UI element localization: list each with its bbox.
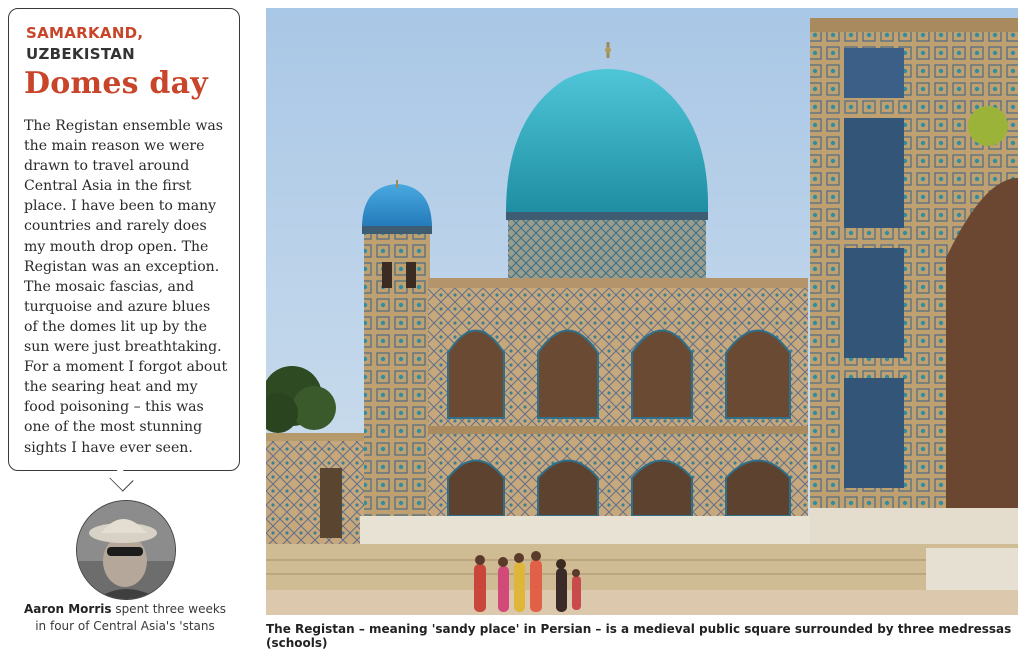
author-bio-1: spent three weeks bbox=[111, 602, 227, 616]
body-line: sights I have ever seen. bbox=[24, 439, 193, 456]
body-line: The mosaic fascias, and bbox=[24, 278, 195, 295]
body-line: For a moment I forgot about bbox=[24, 359, 228, 376]
body-line: food poisoning – this was bbox=[24, 399, 204, 416]
body-line: Registan was an exception. bbox=[24, 258, 220, 275]
body-line: one of the most stunning bbox=[24, 419, 203, 436]
story-body bbox=[24, 116, 236, 458]
bubble-tail bbox=[109, 467, 133, 491]
author-avatar bbox=[76, 500, 176, 600]
caption-text: The Registan – meaning 'sandy place' in Persian – is a medieval public square surrounded by three medressas (schools) bbox=[266, 622, 1012, 650]
body-line: The Registan ensemble was bbox=[24, 118, 224, 134]
location-country: UZBEKISTAN bbox=[26, 45, 135, 63]
location-city: SAMARKAND, bbox=[26, 24, 144, 42]
author-byline bbox=[10, 601, 240, 635]
body-line: of the domes lit up by the bbox=[24, 318, 207, 335]
story-headline: Domes day bbox=[24, 66, 208, 101]
body-line: the searing heat and my bbox=[24, 379, 198, 396]
body-line: place. I have been to many bbox=[24, 198, 217, 215]
body-line: turquoise and azure blues bbox=[24, 298, 211, 315]
registan-photo bbox=[266, 8, 1018, 615]
body-line: sun were just breathtaking. bbox=[24, 339, 222, 356]
body-line: countries and rarely does bbox=[24, 218, 207, 235]
body-line: drawn to travel around bbox=[24, 158, 190, 175]
author-name: Aaron Morris bbox=[23, 602, 112, 616]
body-line: my mouth drop open. The bbox=[24, 238, 209, 255]
photo-caption bbox=[266, 622, 1018, 650]
body-line: Central Asia in the first bbox=[24, 178, 192, 195]
author-bio-2: in four of Central Asia's 'stans bbox=[35, 619, 215, 633]
body-line: the main reason we were bbox=[24, 138, 205, 155]
